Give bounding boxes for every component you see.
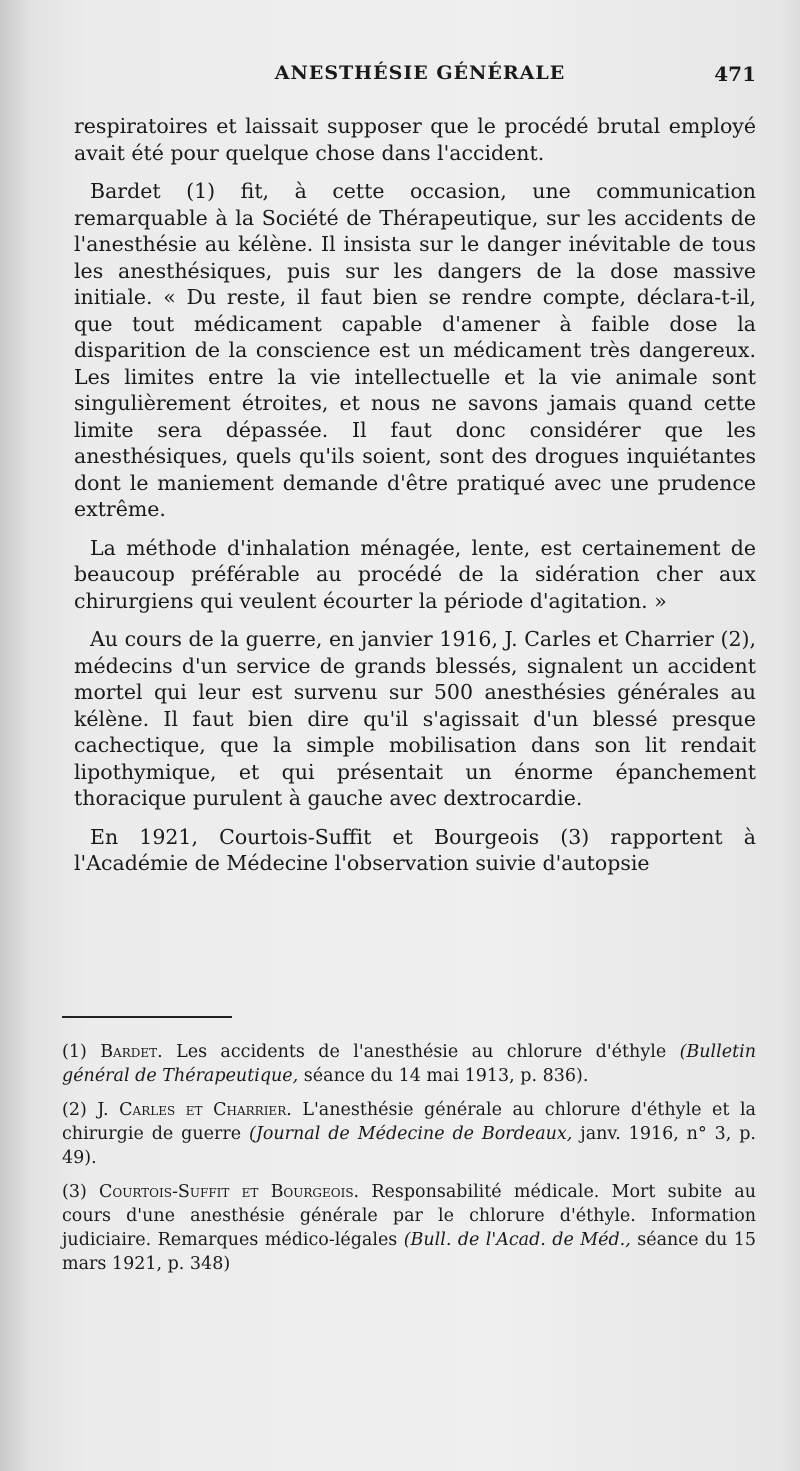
footnote-author: Bardet. [100, 1042, 163, 1062]
paragraph: La méthode d'inhalation ménagée, lente, est certainement de beaucoup préférable au procédé de la sidération cher aux chirurgiens qui veulent écourter la période d'agitation. » [74, 535, 756, 613]
paragraph: Bardet (1) fit, à cette occasion, une communication remarquable à la Société de Thérapeutique, sur les accidents de l'anesthésie au kélène. Il insista sur le danger inévitable de tous les anesthésiques, puis sur les dangers de la dose massive initiale. « Du reste, il faut bien se rendre compte, déclara-t-il, que tout médicament capable d'amener à faible dose la disparition de la conscience est un médicament très dangereux. Les limites entre la vie intellectuelle et la vie animale sont singulièrement étroites, et nous ne savons jamais quand cette limite sera dépassée. Il faut donc considérer que les anesthésiques, quels qu'ils soient, sont des drogues inquiétantes dont le maniement demande d'être pratiqué avec une prudence extrême. [74, 179, 756, 521]
footnote [62, 1180, 756, 1276]
page-number: 471 [714, 62, 756, 86]
footnote-text: Les accidents de l'anesthésie au chlorure d'éthyle [176, 1042, 667, 1062]
footnote-marker: (1) [62, 1042, 87, 1062]
footnote [62, 1098, 756, 1170]
footnote-source: (Bull. de l'Acad. de Méd., [403, 1230, 631, 1250]
footnote [62, 1040, 756, 1088]
footnote-rule [62, 1016, 232, 1018]
paragraph: Au cours de la guerre, en janvier 1916, J. Carles et Charrier (2), médecins d'un service de grands blessés, signalent un accident mortel qui leur est survenu sur 500 anesthésies générales au kélène. Il faut bien dire qu'il s'agissait d'un blessé presque cachectique, que la simple mobilisation dans son lit rendait lipothymique, et qui présentait un énorme épanchement thoracique purulent à gauche avec dextrocardie. [74, 627, 756, 810]
paragraph: En 1921, Courtois-Suffit et Bourgeois (3) rapportent à l'Académie de Médecine l'observation suivie d'autopsie [74, 824, 756, 875]
footnote-author: J. Carles et Charrier. [97, 1100, 292, 1120]
body-text [74, 113, 756, 877]
footnote-source: (Bulletin général de Thérapeutique, [62, 1042, 756, 1086]
footnote-rest: janv. 1916, n° 3, p. 49). [62, 1124, 756, 1168]
running-title: ANESTHÉSIE GÉNÉRALE [274, 62, 566, 84]
footnote-rest: séance du 15 mars 1921, p. 348) [62, 1230, 756, 1274]
footnotes [62, 1040, 756, 1286]
footnote-marker: (3) [62, 1182, 87, 1202]
page-header [0, 62, 800, 92]
footnote-marker: (2) [62, 1100, 87, 1120]
footnote-author: Courtois-Suffit et Bourgeois. [99, 1182, 360, 1202]
footnote-rest: séance du 14 mai 1913, p. 836). [303, 1066, 589, 1086]
paragraph: respiratoires et laissait supposer que le procédé brutal employé avait été pour quelque chose dans l'accident. [74, 114, 756, 165]
footnote-text: Responsabilité médicale. Mort subite au cours d'une anesthésie générale par le chlorure d'éthyle. Information judiciaire. Remarques médico-légales [62, 1182, 756, 1250]
footnote-text: L'anesthésie générale au chlorure d'éthyle et la chirurgie de guerre [62, 1100, 756, 1144]
footnote-source: (Journal de Médecine de Bordeaux, [249, 1124, 573, 1144]
